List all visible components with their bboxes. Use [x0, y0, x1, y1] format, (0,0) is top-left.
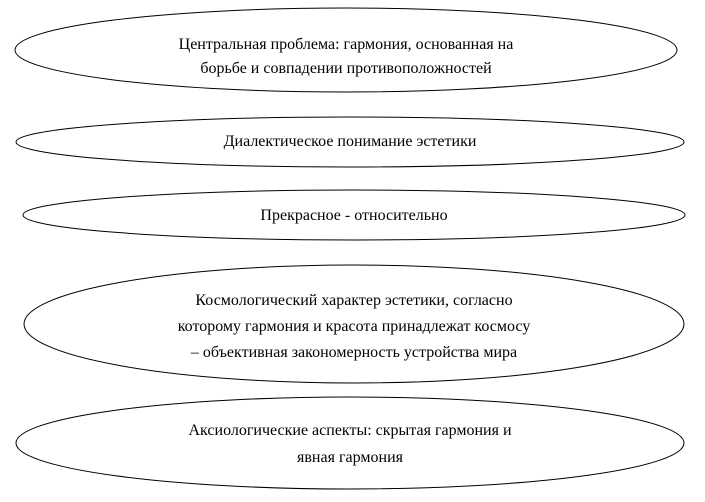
ellipse-text-line: борьбе и совпадении противоположностей	[200, 60, 492, 77]
ellipse-node	[16, 117, 684, 167]
ellipse-text-line: Прекрасное - относительно	[260, 207, 448, 224]
ellipse-text-line: – объективная закономерность устройства мира	[190, 344, 518, 361]
ellipse-node	[24, 265, 684, 383]
ellipse-outline	[16, 397, 684, 489]
ellipse-text-line: Аксиологические аспекты: скрытая гармония и	[188, 422, 512, 439]
ellipse-node	[16, 397, 684, 489]
ellipse-text-line: которому гармония и красота принадлежат космосу	[177, 318, 531, 335]
ellipse-node	[23, 190, 685, 240]
ellipse-text-line: Космологический характер эстетики, согласно	[195, 292, 513, 309]
ellipse-text-line: явная гармония	[297, 449, 403, 466]
ellipse-node	[15, 8, 677, 92]
ellipse-text-line: Центральная проблема: гармония, основанная на	[178, 36, 514, 53]
ellipse-text-line: Диалектическое понимание эстетики	[223, 133, 477, 150]
